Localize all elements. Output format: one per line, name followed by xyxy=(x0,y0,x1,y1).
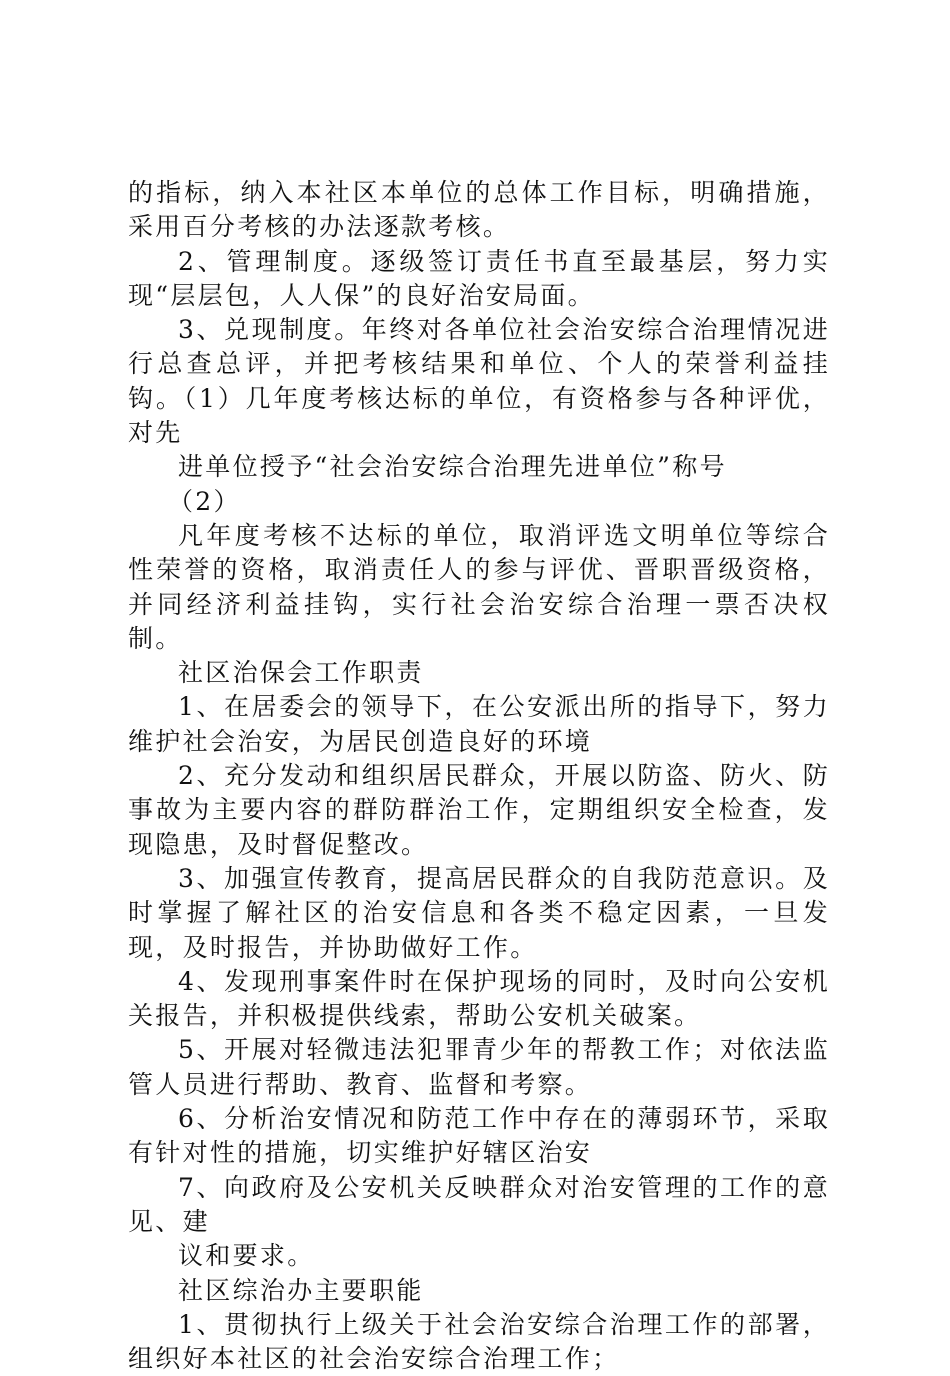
document-body xyxy=(128,176,830,1376)
paragraph-10: 3、加强宣传教育，提高居民群众的自我防范意识。及时掌握了解社区的治安信息和各类不稳定因素，一旦发现，及时报告，并协助做好工作。 xyxy=(128,863,830,962)
paragraph-15: 议和要求。 xyxy=(178,1241,315,1271)
paragraph-11: 4、发现刑事案件时在保护现场的同时，及时向公安机关报告，并积极提供线索，帮助公安机关破案。 xyxy=(128,966,830,1031)
paragraph-4: 进单位授予“社会治安综合治理先进单位”称号 xyxy=(178,452,727,482)
paragraph-6: 凡年度考核不达标的单位，取消评选文明单位等综合性荣誉的资格，取消责任人的参与评优、晋职晋级资格，并同经济利益挂钩，实行社会治安综合治理一票否决权制。 xyxy=(128,520,830,653)
paragraph-9: 2、充分发动和组织居民群众，开展以防盗、防火、防事故为主要内容的群防群治工作，定期组织安全检查，发现隐患，及时督促整改。 xyxy=(128,761,830,859)
paragraph-14: 7、向政府及公安机关反映群众对治安管理的工作的意见、建 xyxy=(128,1172,830,1236)
paragraph-5: （2） xyxy=(168,486,241,516)
paragraph-2: 2、管理制度。逐级签订责任书直至最基层，努力实现“层层包，人人保”的良好治安局面。 xyxy=(128,246,830,310)
section-heading-security-committee: 社区治保会工作职责 xyxy=(178,658,424,688)
paragraph-1: 的指标，纳入本社区本单位的总体工作目标，明确措施，采用百分考核的办法逐款考核。 xyxy=(128,178,830,242)
section-heading-comprehensive-office: 社区综治办主要职能 xyxy=(178,1275,424,1305)
paragraph-3: 3、兑现制度。年终对各单位社会治安综合治理情况进行总查总评，并把考核结果和单位、个人的荣誉利益挂钩。（1）几年度考核达标的单位，有资格参与各种评优，对先 xyxy=(128,315,830,448)
paragraph-17: 1、贯彻执行上级关于社会治安综合治理工作的部署，组织好本社区的社会治安综合治理工作； xyxy=(128,1309,830,1374)
paragraph-8: 1、在居委会的领导下，在公安派出所的指导下，努力维护社会治安，为居民创造良好的环境 xyxy=(128,692,830,756)
paragraph-12: 5、开展对轻微违法犯罪青少年的帮教工作；对依法监管人员进行帮助、教育、监督和考察。 xyxy=(128,1035,830,1099)
paragraph-13: 6、分析治安情况和防范工作中存在的薄弱环节，采取有针对性的措施，切实维护好辖区治安 xyxy=(128,1104,830,1168)
